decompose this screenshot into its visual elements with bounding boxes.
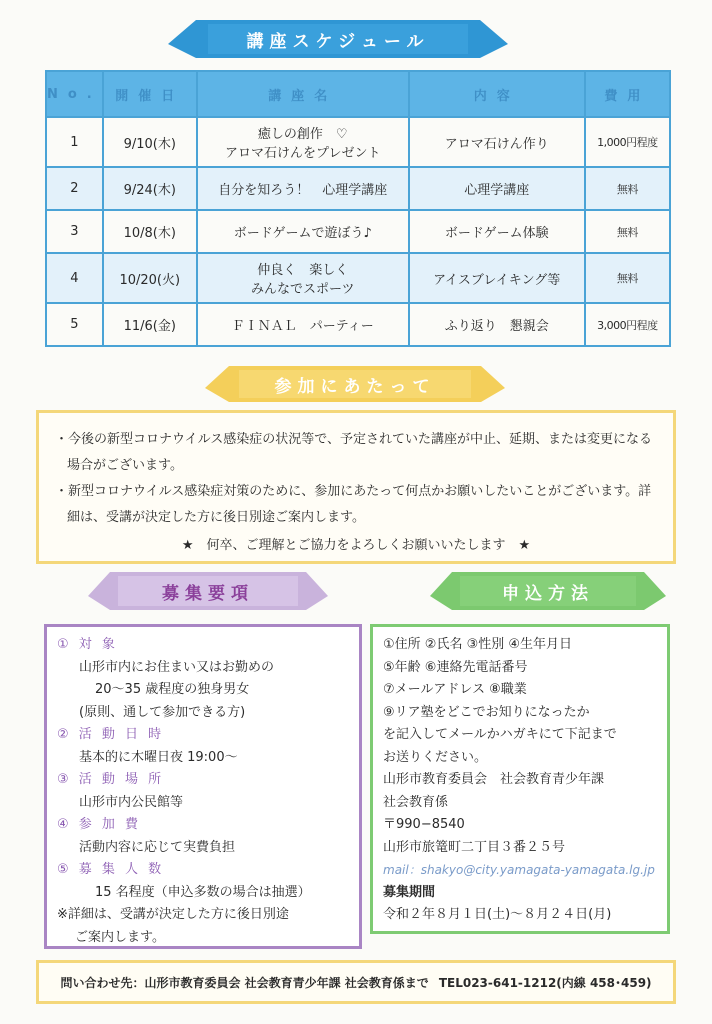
course-line: みんなでスポーツ	[251, 282, 355, 297]
apply-dept: 社会教育係	[383, 794, 449, 810]
table-row	[46, 117, 670, 167]
row-content: ふり返り 懇親会	[409, 303, 585, 346]
notice-item: ・今後の新型コロナウイルス感染症の状況等で、予定されていた講座が中止、延期、または変更になる場合がございます。	[55, 432, 652, 473]
row-date: 9/24(木)	[103, 167, 197, 210]
cost-text: 活動内容に応じて実費負担	[79, 839, 236, 855]
schedule-title-banner	[168, 14, 508, 64]
row-no: 4	[46, 253, 103, 303]
recruit-note: ※詳細は、受講が決定した方に後日別途	[57, 907, 289, 922]
period-text: 令和２年８月１日(土)～８月２４日(月)	[383, 907, 612, 922]
number-text: 15 名程度（申込多数の場合は抽選）	[95, 884, 311, 900]
row-no: 5	[46, 303, 103, 346]
row-course	[197, 117, 409, 167]
row-course: ＦＩＮＡＬ パーティー	[197, 303, 409, 346]
participation-title-banner	[205, 360, 505, 408]
cost-heading: ④ 参 加 費	[57, 817, 142, 832]
row-no: 2	[46, 167, 103, 210]
apply-text: を記入してメールかハガキにて下記まで	[383, 727, 617, 742]
table-row	[46, 253, 670, 303]
target-heading: ① 対 象	[57, 637, 118, 652]
target-text: (原則、通して参加できる方)	[79, 704, 246, 720]
course-line: アロマ石けんをプレゼント	[225, 146, 381, 161]
schedule-title: 講座スケジュール	[246, 31, 430, 52]
row-course: 自分を知ろう！ 心理学講座	[197, 167, 409, 210]
apply-title-banner	[430, 566, 666, 616]
row-content: アイスブレイキング等	[409, 253, 585, 303]
datetime-heading: ② 活 動 日 時	[57, 727, 165, 742]
datetime-text: 基本的に木曜日夜 19:00～	[79, 749, 238, 765]
place-text: 山形市内公民館等	[79, 794, 184, 810]
row-fee: 3,000円程度	[585, 303, 670, 346]
row-content: アロマ石けん作り	[409, 117, 585, 167]
header-no: No.	[46, 71, 103, 117]
row-date: 10/20(火)	[103, 253, 197, 303]
apply-text: ①住所 ②氏名 ③性別 ④生年月日	[383, 637, 573, 652]
header-fee: 費用	[585, 71, 670, 117]
target-text: 山形市内にお住まい又はお勤めの	[79, 659, 275, 675]
row-date: 11/6(金)	[103, 303, 197, 346]
schedule-table	[45, 70, 671, 347]
apply-text: お送りください。	[383, 749, 488, 765]
row-course: ボードゲームで遊ぼう♪	[197, 210, 409, 253]
course-line: 癒しの創作 ♡	[257, 127, 348, 142]
notice-item: ・新型コロナウイルス感染症対策のために、参加にあたって何点かお願いしたいことがございます。詳細は、受講が決定した方に後日別途ご案内します。	[55, 484, 652, 525]
row-fee: 1,000円程度	[585, 117, 670, 167]
apply-text: ⑨リア塾をどこでお知りになったか	[383, 704, 590, 720]
apply-zip: 〒990−8540	[383, 817, 465, 832]
row-date: 10/8(木)	[103, 210, 197, 253]
contact-text: 問い合わせ先：山形市教育委員会 社会教育青少年課 社会教育係まで	[60, 975, 429, 990]
header-course: 講座名	[197, 71, 409, 117]
row-fee: 無料	[585, 210, 670, 253]
recruit-title-banner	[88, 566, 328, 616]
recruit-title: 募集要項	[162, 583, 254, 604]
row-content: 心理学講座	[409, 167, 585, 210]
apply-text: ⑦メールアドレス ⑧職業	[383, 682, 527, 697]
apply-mail[interactable]: mail：shakyo@city.yamagata-yamagata.lg.jp	[383, 863, 655, 877]
row-fee: 無料	[585, 167, 670, 210]
recruit-note: ご案内します。	[75, 929, 165, 945]
period-label: 募集期間	[383, 884, 436, 900]
apply-text: ⑤年齢 ⑥連絡先電話番号	[383, 659, 528, 675]
header-date: 開催日	[103, 71, 197, 117]
apply-box	[370, 624, 670, 934]
contact-tel: TEL023-641-1212(内線 458･459)	[438, 975, 652, 990]
apply-title: 申込方法	[502, 583, 594, 604]
row-fee: 無料	[585, 253, 670, 303]
row-date: 9/10(木)	[103, 117, 197, 167]
recruit-box	[44, 624, 362, 949]
row-course	[197, 253, 409, 303]
table-row	[46, 303, 670, 346]
course-line: 仲良く 楽しく	[257, 263, 349, 278]
table-row	[46, 210, 670, 253]
apply-address: 山形市旅篭町二丁目３番２５号	[383, 839, 566, 855]
apply-org: 山形市教育委員会 社会教育青少年課	[383, 772, 605, 787]
header-content: 内容	[409, 71, 585, 117]
row-no: 1	[46, 117, 103, 167]
number-heading: ⑤ 募 集 人 数	[57, 862, 165, 877]
row-content: ボードゲーム体験	[409, 210, 585, 253]
participation-notice	[36, 410, 676, 564]
table-row	[46, 167, 670, 210]
participation-title: 参加にあたって	[274, 376, 436, 397]
notice-thanks: ★ 何卒、ご理解とご協力をよろしくお願いいたします ★	[181, 538, 531, 553]
row-no: 3	[46, 210, 103, 253]
target-text: 20～35 歳程度の独身男女	[95, 682, 250, 697]
table-header-row	[46, 71, 670, 117]
contact-footer	[36, 960, 676, 1004]
place-heading: ③ 活 動 場 所	[57, 772, 165, 787]
